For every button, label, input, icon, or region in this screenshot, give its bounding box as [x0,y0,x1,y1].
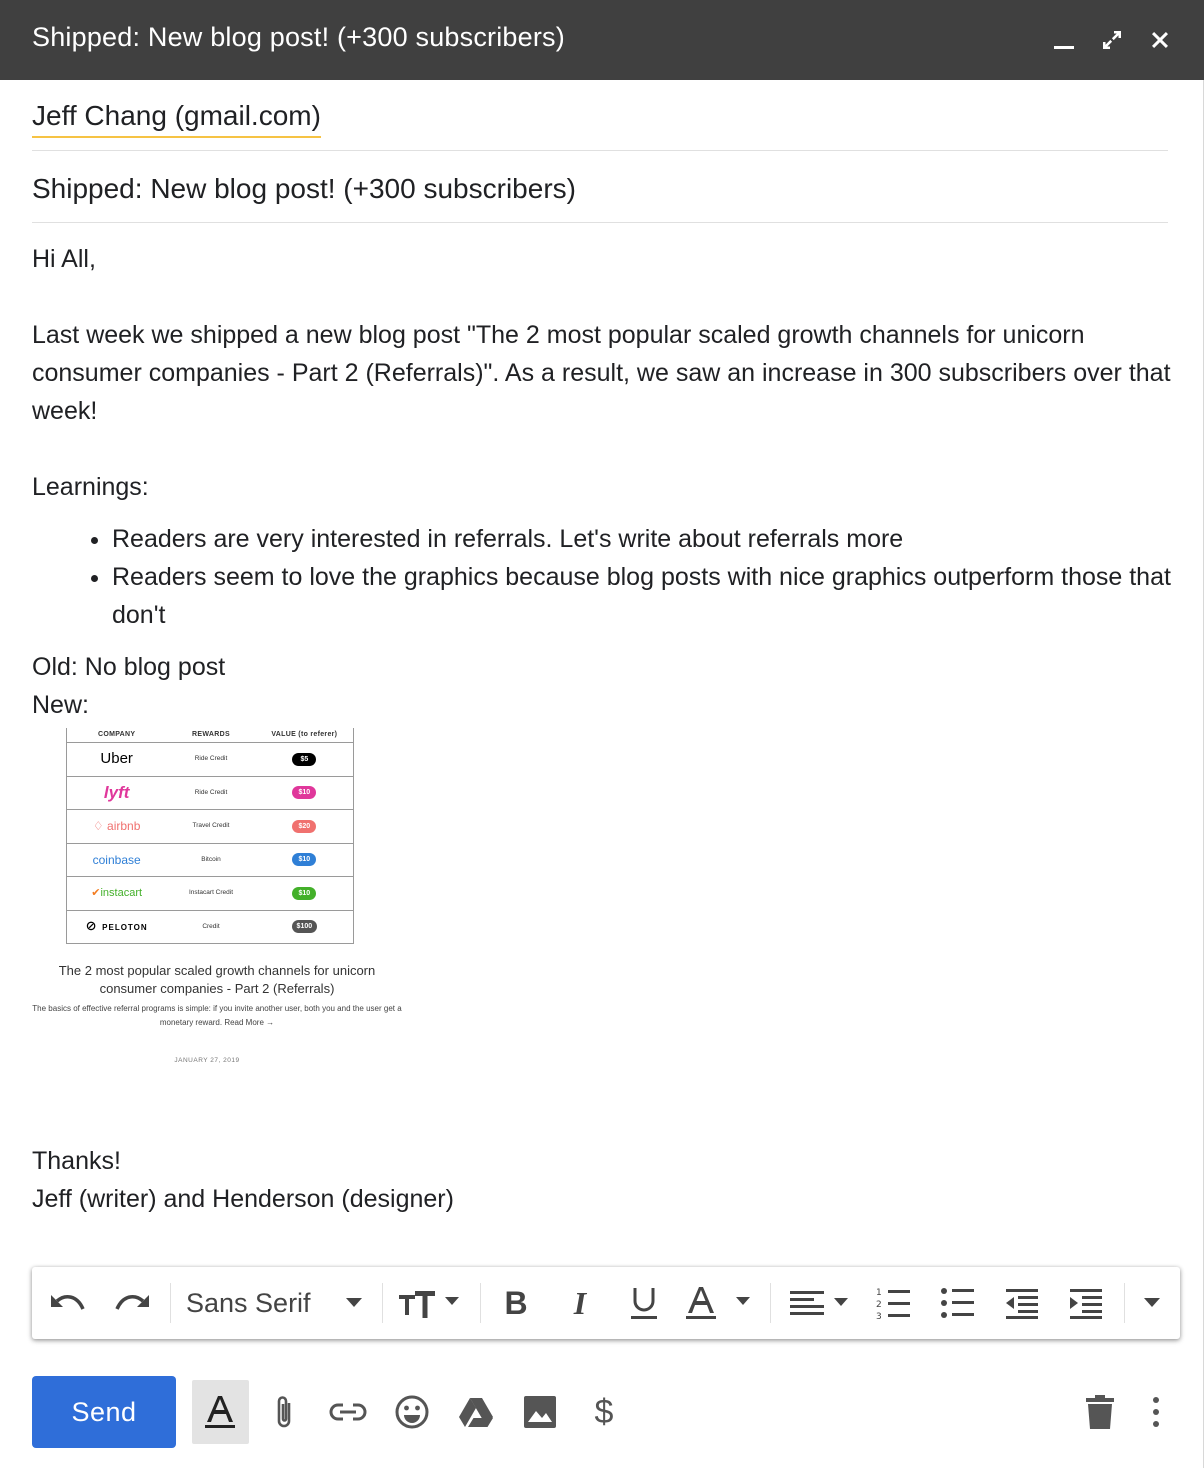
value-badge: $5 [292,753,316,766]
referral-table [66,728,354,944]
column-header: COMPANY [97,731,136,738]
undo-icon[interactable] [44,1281,92,1325]
thanks-line: Thanks! [32,1147,121,1175]
indent-less-icon[interactable] [998,1281,1046,1325]
column-header: REWARDS [192,731,230,738]
italic-icon[interactable]: I [573,1284,587,1321]
old-line: Old: No blog post [32,653,226,681]
signature-line: Jeff (writer) and Henderson (designer) [32,1185,454,1213]
bold-icon[interactable]: B [504,1284,528,1321]
formatting-options-icon[interactable] [192,1380,249,1444]
carrot-icon: ✔ [91,887,101,900]
list-item: • Readers are very interested in referrals. Let's write about referrals more [112,520,1172,558]
table-row [67,809,353,843]
column-header: VALUE (to referer) [271,731,338,738]
value-badge: $20 [292,820,316,833]
reward-cell: Instacart Credit [188,889,234,897]
svg-text:2: 2 [876,1300,882,1310]
learnings-heading: Learnings: [32,473,149,501]
reward-cell: Credit [202,922,220,930]
compose-window [0,80,1204,1468]
value-badge: $100 [292,920,318,933]
value-badge: $10 [292,853,316,866]
close-icon[interactable] [1144,24,1176,56]
reward-cell: Travel Credit [192,822,230,830]
airbnb-icon: ♢ [92,819,108,834]
send-money-icon[interactable]: $ [594,1392,614,1431]
formatting-toolbar [32,1267,1180,1339]
redo-icon[interactable] [108,1281,156,1325]
more-formatting-icon[interactable] [1132,1281,1172,1325]
signature-block [32,1142,454,1218]
divider [32,222,1168,223]
new-line: New: [32,691,89,719]
google-drive-icon[interactable] [452,1388,500,1436]
greeting: Hi All, [32,245,96,273]
text-size-icon[interactable] [396,1281,466,1325]
discard-draft-icon[interactable] [1076,1388,1124,1436]
text-color-icon[interactable] [682,1281,758,1325]
svg-text:3: 3 [876,1312,882,1320]
value-badge: $10 [292,786,316,799]
coinbase-logo: coinbase [92,852,141,867]
message-body[interactable] [32,240,1172,1064]
reward-cell: Bitcoin [201,855,221,863]
more-options-icon[interactable] [1132,1388,1180,1436]
insert-link-icon[interactable] [324,1388,372,1436]
bulleted-list-icon[interactable] [934,1281,982,1325]
compose-title: Shipped: New blog post! (+300 subscribers) [32,22,565,52]
value-badge: $10 [292,887,316,900]
learnings-list [32,520,1172,634]
svg-text:1: 1 [876,1288,882,1298]
airbnb-logo: ♢ airbnb [92,819,141,834]
reward-cell: Ride Credit [194,788,228,796]
instacart-logo: ✔instacart [91,887,143,900]
emoji-icon[interactable] [388,1388,436,1436]
underline-icon[interactable] [622,1281,666,1325]
uber-logo: Uber [100,750,133,768]
reward-cell: Ride Credit [194,755,228,763]
peloton-icon: ⊘ [85,917,103,933]
font-family-label: Sans Serif [186,1287,311,1318]
blog-post-image[interactable] [32,728,402,1064]
font-family-select[interactable] [186,1281,366,1325]
list-item: • Readers seem to love the graphics because blog posts with nice graphics outperform those that don't [112,558,1172,634]
divider [32,150,1168,151]
attach-file-icon[interactable] [260,1388,308,1436]
blog-post-excerpt: The basics of effective referral programs is simple: if you invite another user, both you and the user get a monetary reward. Read More → [32,1004,402,1027]
table-row [67,876,353,910]
send-button[interactable]: Send [32,1376,176,1448]
table-row [67,776,353,810]
lyft-logo: lyft [103,782,130,802]
blog-post-date: JANUARY 27, 2019 [174,1057,240,1064]
compose-title-bar [0,0,1204,80]
peloton-logo: ⊘ PELOTON [85,917,148,933]
align-icon[interactable] [784,1281,856,1325]
chevron-down-icon [346,1298,362,1308]
expand-icon[interactable] [1096,24,1128,56]
table-row [67,910,353,944]
body-paragraph: Last week we shipped a new blog post "The 2 most popular scaled growth channels for unicorn consumer companies - Part 2 (Referrals)". As a result, we saw an increase in 300 subscribers over that week! [32,321,1171,425]
numbered-list-icon[interactable] [870,1281,918,1325]
indent-more-icon[interactable] [1062,1281,1110,1325]
insert-photo-icon[interactable] [516,1388,564,1436]
blog-post-title: The 2 most popular scaled growth channels for unicorn consumer companies - Part 2 (Referrals) [58,963,376,996]
table-row [67,843,353,877]
recipient-chip[interactable]: Jeff Chang (gmail.com) [32,98,321,138]
minimize-icon[interactable] [1048,24,1080,56]
subject-field[interactable]: Shipped: New blog post! (+300 subscribers) [32,173,576,204]
